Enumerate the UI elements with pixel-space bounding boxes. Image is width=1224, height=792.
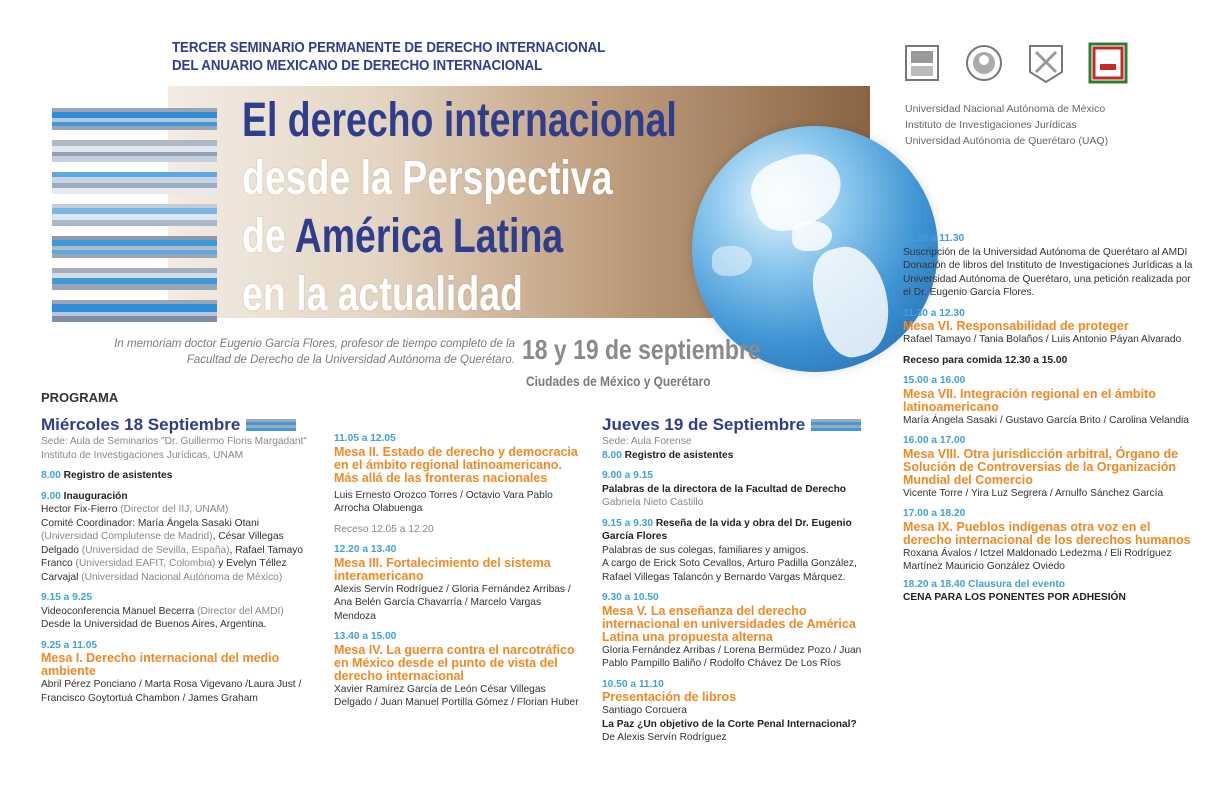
decorative-stripes (52, 108, 217, 332)
event-title-line4: en la actualidad (242, 268, 523, 321)
mesa8-title: Mesa VIII. Otra jurisdicción arbitral, Órgano de Solución de Controversias de la Organización Mundial del Comercio (903, 446, 1179, 487)
mesa5-title: Mesa V. La enseñanza del derecho internacional en universidades de América Latina una propuesta alterna (602, 603, 856, 644)
event-cities: Ciudades de México y Querétaro (526, 373, 711, 389)
mesa1-title: Mesa I. Derecho internacional del medio ambiente (41, 651, 280, 678)
day2-column-2: 11.10 a 11.30 Suscripción de la Universidad Autónoma de Querétaro al AMDI Donación de libros del Instituto de Investigaciones Jurídicas a la Universidad Autónoma de Querétaro, una petición realizada por el Dr. Eugenio García Flores. 11.30 a 12.30 Mesa VI. Responsabilidad de proteger Rafael Tamayo / Tania Bolaños / Luis Antonio Páyan Alvarado Receso para comida 12.30 a 15.00 15.00 a 16.00 Mesa VII. Integración regional en el ámbito latinoamericano María Ángela Sasaki / Gustavo García Brito / Carolina Velandia 16.00 a 17.00 Mesa VIII. Otra jurisdicción arbitral, Órgano de Solución de Controversias de la Organización Mundial del Comercio Vicente Torre / Yira Luz Segrera / Arnulfo Sánchez García 17.00 a 18.20 Mesa IX. Pueblos indígenas otra voz en el derecho internacional de los derechos humanos Roxana Ávalos / Ictzel Maldonado Ledezma / Eli Rodríguez Martínez Mauricio González Oviedo 18.20 a 18.40 Clausura del evento CENA PARA LOS PONENTES POR ADHESIÓN (903, 233, 1193, 603)
day1-column: Miércoles 18 Septiembre Sede: Aula de Seminarios "Dr. Guillermo Floris Margadant" Instituto de Investigaciones Jurídicas, UNAM 8.00 Registro de asistentes 9.00 Inauguración Hector Fix-Fierro (Director del IIJ, UNAM) Comité Coordinador: María Ángela Sasaki Otani (Universidad Complutense de Madrid), César Villegas Delgado (Universidad de Sevilla, España), Rafael Tamayo Franco (Universidad EAFIT, Colombia) y Evelyn Téllez Carvajal (Universidad Nacional Autónoma de México) 9.15 a 9.25 Videoconferencia Manuel Becerra (Director del AMDI) Desde la Universidad de Buenos Aires, Argentina. 9.25 a 11.05 Mesa I. Derecho internacional del medio ambiente Abril Pérez Ponciano / Marta Rosa Vigevano /Laura Just / Francisco Goytortuá Chambon / James Graham (41, 415, 321, 705)
uaq-logo-icon (1026, 42, 1066, 84)
iij-logo-icon (964, 42, 1004, 84)
mesa6-title: Mesa VI. Responsabilidad de proteger (903, 319, 1129, 333)
day1-column-2: 11.05 a 12.05 Mesa II. Estado de derecho y democracia en el ámbito regional latinoamericano. Más allá de las fronteras nacionales Luis Ernesto Orozco Torres / Octavio Vara Pablo Arrocha Olabuenga Receso 12.05 a 12.20 12.20 a 13.40 Mesa III. Fortalecimiento del sistema interamericano Alexis Servín Rodríguez / Gloria Fernández Arribas / Ana Belén García Chavarría / Marcelo Vargas Mendoza 13.40 a 15.00 Mesa IV. La guerra contra el narcotráfico en México desde el punto de vista del derecho internacional Xavier Ramírez García de León César Villegas Delgado / Juan Manuel Portilla Gómez / Florian Huber (334, 433, 579, 708)
memoriam-text: In memoriam doctor Eugenio García Flores, profesor de tiempo completo de la Facultad de Derecho de la Universidad Autónoma de Querétaro. (114, 338, 515, 366)
seminar-title-line2: DEL ANUARIO MEXICANO DE DERECHO INTERNACIONAL (172, 58, 543, 74)
mini-stripes (811, 419, 861, 431)
amdi-logo-icon (1088, 42, 1128, 84)
programa-heading: PROGRAMA (41, 390, 119, 405)
libros-title: Presentación de libros (602, 690, 737, 704)
seminar-title-line1: TERCER SEMINARIO PERMANENTE DE DERECHO INTERNACIONAL (172, 40, 606, 56)
mini-stripes (246, 419, 296, 431)
seminar-title (172, 39, 605, 75)
event-title-line3a: de (242, 210, 295, 263)
day1-title: Miércoles 18 Septiembre (41, 415, 241, 434)
mesa4-title: Mesa IV. La guerra contra el narcotráfico en México desde el punto de vista del derecho internacional (334, 642, 575, 683)
institutions-list: Universidad Nacional Autónoma de México Instituto de Investigaciones Jurídicas Universidad Autónoma de Querétaro (UAQ) (905, 103, 1109, 147)
mesa7-title: Mesa VII. Integración regional en el ámbito latinoamericano (903, 386, 1156, 414)
event-title-line2: desde la Perspectiva (242, 152, 613, 205)
event-title-line1: El derecho internacional (242, 94, 677, 147)
day2-column: Jueves 19 de Septiembre Sede: Aula Forense 8.00 Registro de asistentes 9.00 a 9.15 Palabras de la directora de la Facultad de Derecho Gabriela Nieto Castillo 9.15 a 9.30 Reseña de la vida y obra del Dr. Eugenio García Flores Palabras de sus colegas, familiares y amigos. A cargo de Erick Soto Cevallos, Arturo Padilla González, Rafael Villegas Talancón y Bernardo Vargas Márquez. 9.30 a 10.50 Mesa V. La enseñanza del derecho internacional en universidades de América Latina una propuesta alterna Gloria Fernández Arribas / Lorena Bermúdez Pozo / Juan Pablo Pampillo Baliño / Rodolfo Chávez De Los Ríos 10.50 a 11.10 Presentación de libros Santiago Corcuera La Paz ¿Un objetivo de la Corte Penal Internacional? De Alexis Servín Rodríguez (602, 415, 882, 745)
event-dates: 18 y 19 de septiembre (522, 334, 761, 365)
mesa2-title: Mesa II. Estado de derecho y democracia en el ámbito regional latinoamericano. Más allá de las fronteras nacionales (334, 444, 578, 485)
mesa3-title: Mesa III. Fortalecimiento del sistema interamericano (334, 555, 551, 583)
event-title-line3b: América Latina (294, 210, 564, 263)
mesa9-title: Mesa IX. Pueblos indígenas otra voz en el derecho internacional de los derechos humanos (903, 519, 1191, 547)
event-title (242, 92, 677, 324)
logos-row (902, 42, 1128, 84)
day2-title: Jueves 19 de Septiembre (602, 415, 806, 434)
unam-logo-icon (902, 42, 942, 84)
